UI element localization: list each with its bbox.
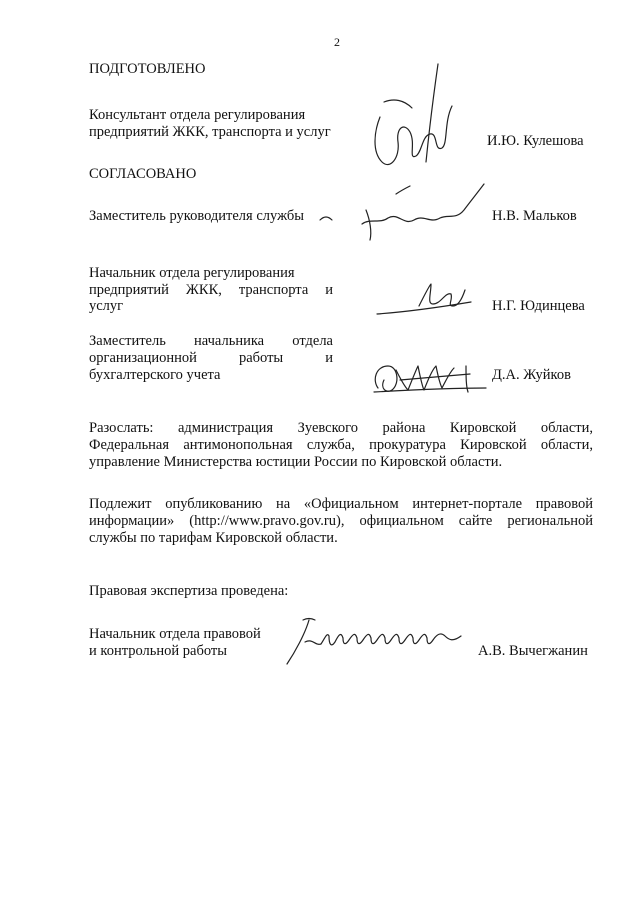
signature-vychegzhanin (285, 612, 465, 668)
prepared-position-line-1: Консультант отдела регулирования (89, 107, 306, 123)
signer-2-position-line-3: услуг (89, 298, 124, 314)
distribution-line-2: Федеральная антимонопольная служба, прокуратура Кировской области, (89, 437, 593, 453)
signature-yudintseva (375, 280, 475, 320)
publication-line-1: Подлежит опубликованию на «Официальном интернет-портале правовой (89, 496, 593, 512)
prepared-position-line-2: предприятий ЖКК, транспорта и услуг (89, 124, 331, 140)
signer-3-position-line-3: бухгалтерского учета (89, 367, 221, 383)
signer-2-position-line-1: Начальник отдела регулирования (89, 265, 295, 281)
signature-kuleshova (360, 62, 460, 172)
signer-1-name: Н.В. Мальков (492, 208, 577, 224)
page-number: 2 (334, 35, 340, 49)
signature-malkov (318, 180, 488, 250)
distribution-line-3: управление Министерства юстиции России по Кировской области. (89, 454, 503, 470)
signer-3-position-line-2: организационной работы и (89, 350, 333, 366)
legal-review-position-line-1: Начальник отдела правовой (89, 626, 261, 642)
prepared-name: И.Ю. Кулешова (487, 133, 584, 149)
publication-line-3: службы по тарифам Кировской области. (89, 530, 338, 546)
distribution-line-1: Разослать: администрация Зуевского района Кировской области, (89, 420, 593, 436)
signer-2-name: Н.Г. Юдинцева (492, 298, 585, 314)
signature-zhuykov (370, 358, 490, 398)
agreed-heading: СОГЛАСОВАНО (89, 166, 197, 182)
publication-line-2: информации» (http://www.pravo.gov.ru), официальном сайте региональной (89, 513, 593, 529)
legal-review-name: А.В. Вычегжанин (478, 643, 588, 659)
signer-3-name: Д.А. Жуйков (492, 367, 571, 383)
legal-review-position-line-2: и контрольной работы (89, 643, 227, 659)
signer-1-position-line-1: Заместитель руководителя службы (89, 208, 305, 224)
signer-2-position-line-2: предприятий ЖКК, транспорта и (89, 282, 333, 298)
signer-3-position-line-1: Заместитель начальника отдела (89, 333, 333, 349)
legal-review-heading: Правовая экспертиза проведена: (89, 583, 289, 599)
prepared-heading: ПОДГОТОВЛЕНО (89, 61, 206, 77)
